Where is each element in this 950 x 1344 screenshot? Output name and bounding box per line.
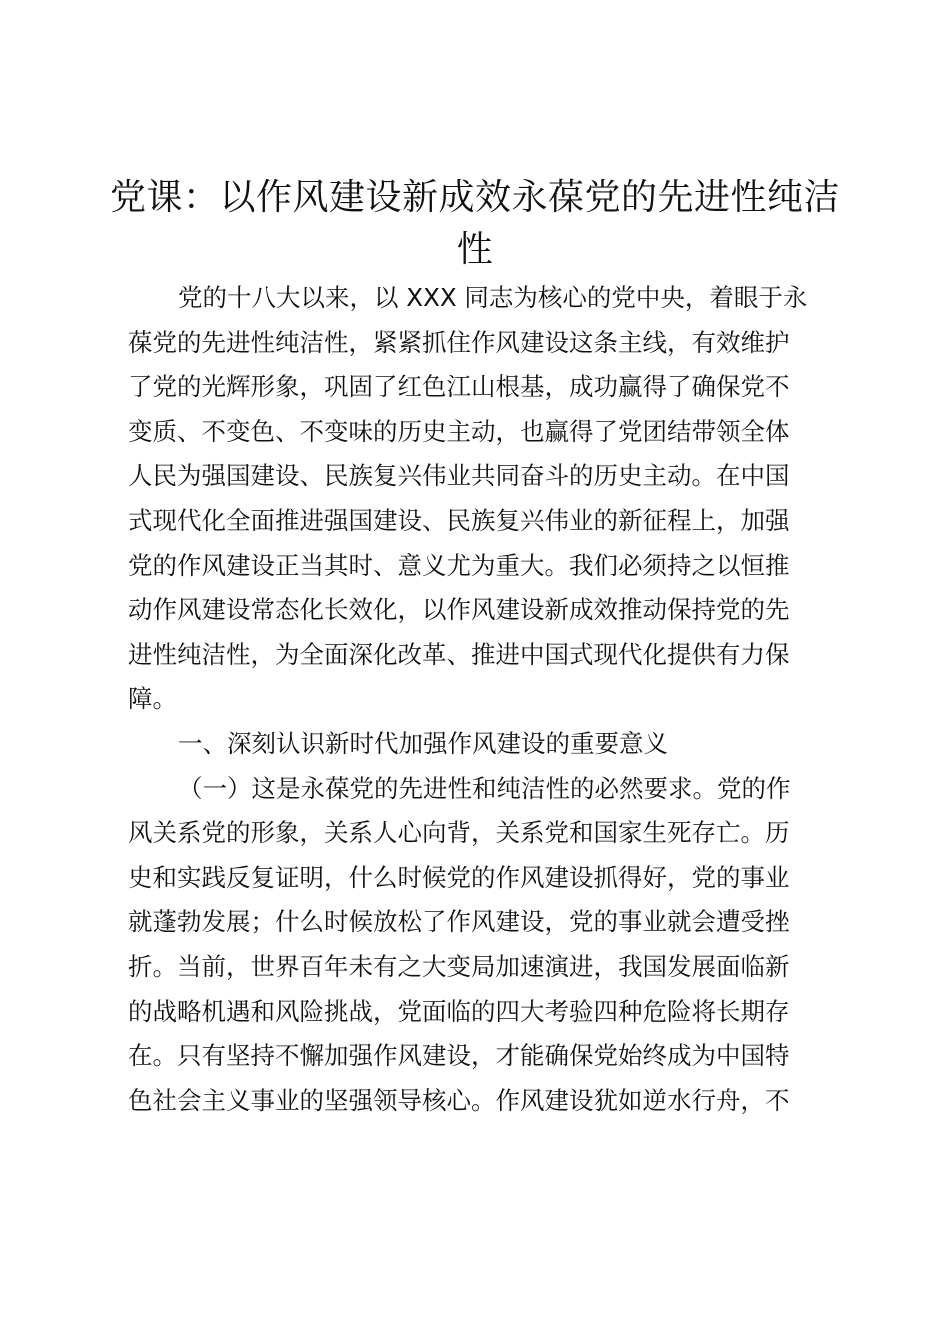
paragraph-line: 变质、不变色、不变味的历史主动，也赢得了党团结带领全体 xyxy=(128,416,790,446)
paragraph-line: （一）这是永葆党的先进性和纯洁性的必然要求。党的作 xyxy=(178,773,791,803)
paragraph-line: 葆党的先进性纯洁性，紧紧抓住作风建设这条主线，有效维护 xyxy=(128,327,790,357)
paragraph-line: 史和实践反复证明，什么时候党的作风建设抓得好，党的事业 xyxy=(128,862,790,892)
paragraph-line: 式现代化全面推进强国建设、民族复兴伟业的新征程上，加强 xyxy=(128,505,790,535)
paragraph-line: 风关系党的形象，关系人心向背，关系党和国家生死存亡。历 xyxy=(128,818,790,848)
paragraph-line: 党的作风建设正当其时、意义尤为重大。我们必须持之以恒推 xyxy=(128,550,790,580)
paragraph-line: 障。 xyxy=(128,684,177,714)
paragraph-line: 的战略机遇和风险挑战，党面临的四大考验四种危险将长期存 xyxy=(128,996,790,1026)
paragraph-line: 色社会主义事业的坚强领导核心。作风建设犹如逆水行舟，不 xyxy=(128,1085,790,1115)
paragraph-line: 就蓬勃发展；什么时候放松了作风建设，党的事业就会遭受挫 xyxy=(128,907,790,937)
section-heading: 一、深刻认识新时代加强作风建设的重要意义 xyxy=(178,728,668,758)
document-body xyxy=(128,276,820,1123)
document-title: 党课：以作风建设新成效永葆党的先进性纯洁性 xyxy=(110,177,841,270)
paragraph-line: 人民为强国建设、民族复兴伟业共同奋斗的历史主动。在中国 xyxy=(128,461,790,491)
paragraph-line: 进性纯洁性，为全面深化改革、推进中国式现代化提供有力保 xyxy=(128,639,790,669)
paragraph-line: 折。当前，世界百年未有之大变局加速演进，我国发展面临新 xyxy=(128,951,790,981)
paragraph-line: 动作风建设常态化长效化，以作风建设新成效推动保持党的先 xyxy=(128,595,790,625)
paragraph-line: 在。只有坚持不懈加强作风建设，才能确保党始终成为中国特 xyxy=(128,1041,790,1071)
paragraph-line: 党的十八大以来，以 XXX 同志为核心的党中央，着眼于永 xyxy=(178,283,808,312)
paragraph-line: 了党的光辉形象，巩固了红色江山根基，成功赢得了确保党不 xyxy=(128,372,790,402)
